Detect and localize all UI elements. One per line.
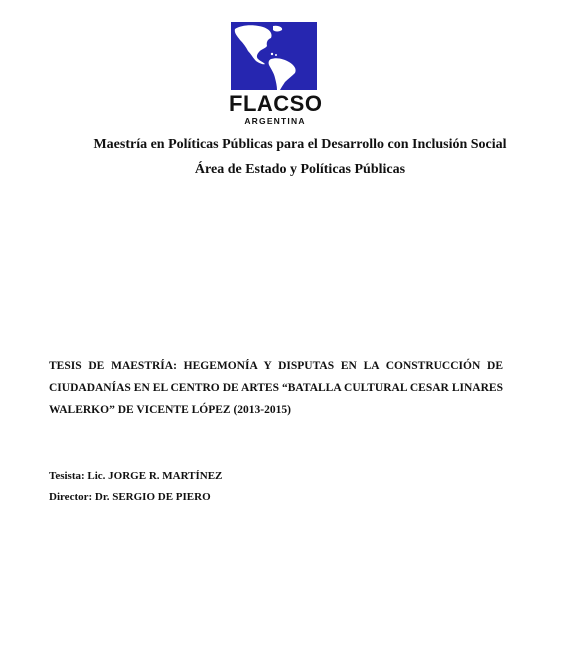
tesista-line: Tesista: Lic. JORGE R. MARTÍNEZ [49,470,223,482]
logo-country: ARGENTINA [244,116,306,126]
thesis-title: TESIS DE MAESTRÍA: HEGEMONÍA Y DISPUTAS EN LA CONSTRUCCIÓN DE CIUDADANÍAS EN EL CENTRO DE ARTES “BATALLA CULTURAL CESAR LINARES WALERKO” DE VICENTE LÓPEZ (2013-2015) [49,360,503,416]
program-area: Área de Estado y Políticas Públicas [194,162,406,177]
director-line: Director: Dr. SERGIO DE PIERO [49,491,211,503]
program-name: Maestría en Políticas Públicas para el Desarrollo con Inclusión Social [93,137,507,152]
logo-wordmark: FLACSO [229,91,323,116]
americas-map-emblem-icon [231,22,317,90]
flacso-logo [229,22,321,130]
